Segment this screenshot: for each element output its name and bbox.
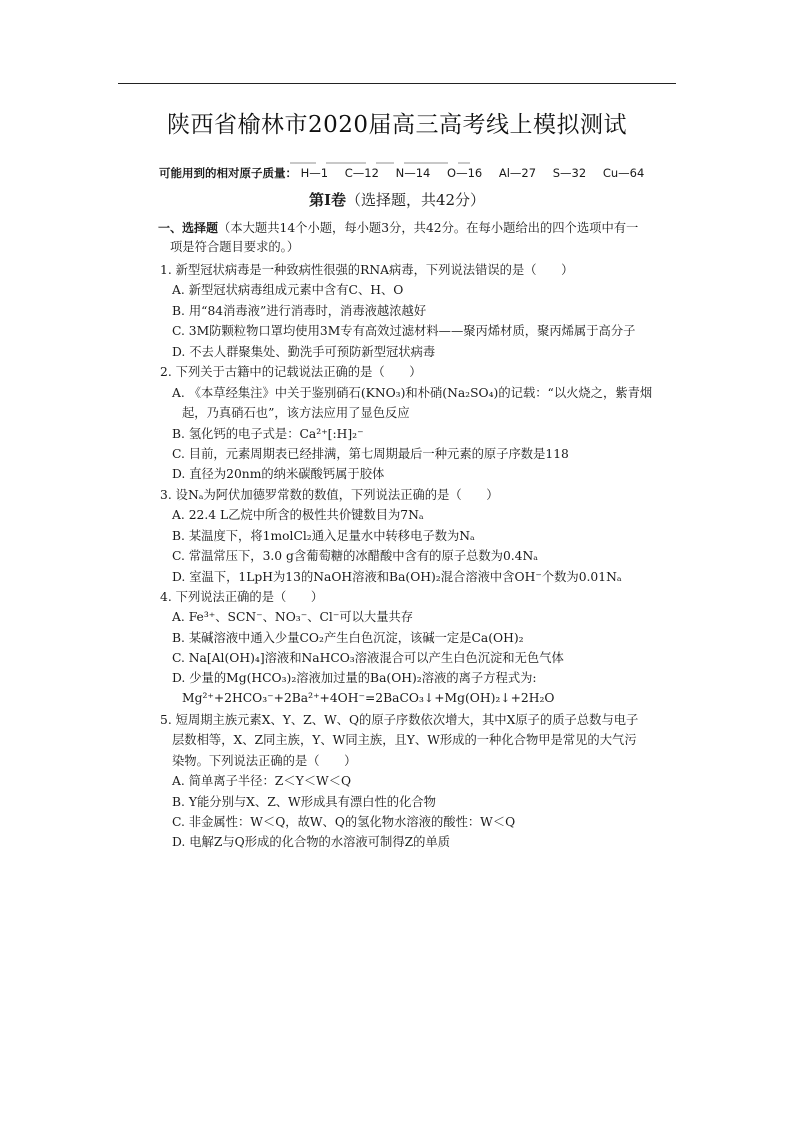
q1-option-a: A. 新型冠状病毒组成元素中含有C、H、O [172, 283, 404, 297]
q3-option-c: C. 常温常压下，3.0 g含葡萄糖的冰醋酸中含有的原子总数为0.4Nₐ [172, 549, 539, 563]
q5-option-c: C. 非金属性：W＜Q，故W、Q的氢化物水溶液的酸性：W＜Q [172, 815, 516, 829]
atomic-mass-item: Al—27 [498, 166, 537, 180]
q1-option-b: B. 用“84消毒液”进行消毒时，消毒液越浓越好 [172, 304, 427, 318]
section-heading-bold: 第Ⅰ卷 [308, 191, 346, 209]
q2-option-a-cont: 起，乃真硝石也”，该方法应用了显色反应 [182, 406, 410, 420]
q5-option-b: B. Y能分别与X、Z、W形成具有漂白性的化合物 [172, 795, 436, 809]
q3-stem: 3. 设Nₐ为阿伏加德罗常数的数值，下列说法正确的是（ ） [160, 488, 499, 502]
q4-stem: 4. 下列说法正确的是（ ） [160, 590, 324, 604]
q4-option-a: A. Fe³⁺、SCN⁻、NO₃⁻、Cl⁻可以大量共存 [172, 610, 414, 624]
q5-option-a: A. 简单离子半径：Z＜Y＜W＜Q [172, 774, 352, 788]
atomic-mass-item: C—12 [344, 166, 379, 180]
q3-option-a: A. 22.4 L乙烷中所含的极性共价键数目为7Nₐ [172, 508, 424, 522]
q5-option-d: D. 电解Z与Q形成的化合物的水溶液可制得Z的单质 [172, 835, 451, 849]
q2-stem: 2. 下列关于古籍中的记载说法正确的是（ ） [160, 365, 422, 379]
q2-option-c: C. 目前，元素周期表已经排满，第七周期最后一种元素的原子序数是118 [172, 447, 569, 461]
q4-option-b: B. 某碱溶液中通入少量CO₂产生白色沉淀，该碱一定是Ca(OH)₂ [172, 631, 524, 645]
part1-heading: 一、选择题 [158, 221, 219, 235]
part1-instruction-text: （本大题共14个小题，每小题3分，共42分。在每小题给出的四个选项中有一 [218, 221, 639, 235]
atomic-mass-item: S—32 [552, 166, 587, 180]
faded-subtitle-trace [290, 152, 490, 156]
atomic-mass-item: H—1 [300, 166, 329, 180]
q5-stem-cont: 层数相等，X、Z同主族，Y、W同主族，且Y、W形成的一种化合物甲是常见的大气污 [172, 733, 637, 747]
part1-instruction [158, 219, 638, 237]
q4-option-d: D. 少量的Mg(HCO₃)₂溶液加过量的Ba(OH)₂溶液的离子方程式为: [172, 671, 537, 685]
section-heading-rest: （选择题，共42分） [345, 191, 486, 209]
atomic-masses-line [159, 164, 657, 182]
q2-option-d: D. 直径为20nm的纳米碳酸钙属于胶体 [172, 467, 385, 481]
q5-stem: 5. 短周期主族元素X、Y、Z、W、Q的原子序数依次增大，其中X原子的质子总数与电子 [160, 713, 639, 727]
q3-option-b: B. 某温度下，将1molCl₂通入足量水中转移电子数为Nₐ [172, 529, 475, 543]
atomic-mass-item: Cu—64 [602, 166, 645, 180]
q4-option-d-equation: Mg²⁺+2HCO₃⁻+2Ba²⁺+4OH⁻=2BaCO₃↓+Mg(OH)₂↓+2H₂O [182, 691, 555, 705]
q5-stem-cont: 染物。下列说法正确的是（ ） [172, 754, 357, 768]
q1-option-d: D. 不去人群聚集处、勤洗手可预防新型冠状病毒 [172, 345, 436, 359]
atomic-masses-label: 可能用到的相对原子质量： [159, 166, 297, 180]
q2-option-b: B. 氢化钙的电子式是：Ca²⁺[:H]₂⁻ [172, 427, 364, 441]
q3-option-d: D. 室温下，1LpH为13的NaOH溶液和Ba(OH)₂混合溶液中含OH⁻个数为0.01Nₐ [172, 570, 622, 584]
part1-instruction-cont: 项是符合题目要求的。） [170, 240, 300, 254]
q1-option-c: C. 3M防颗粒物口罩均使用3M专有高效过滤材料——聚丙烯材质，聚丙烯属于高分子 [172, 324, 636, 338]
header-rule [118, 83, 676, 84]
atomic-mass-item: O—16 [447, 166, 483, 180]
q2-option-a: A. 《本草经集注》中关于鉴别硝石(KNO₃)和朴硝(Na₂SO₄)的记载：“以火烧之，紫青烟 [172, 386, 653, 400]
atomic-mass-item: N—14 [395, 166, 431, 180]
section-heading [0, 189, 794, 210]
page-title: 陕西省榆林市2020届高三高考线上模拟测试 [166, 112, 628, 138]
q1-stem: 1. 新型冠状病毒是一种致病性很强的RNA病毒，下列说法错误的是（ ） [160, 263, 574, 277]
q4-option-c: C. Na[Al(OH)₄]溶液和NaHCO₃溶液混合可以产生白色沉淀和无色气体 [172, 651, 564, 665]
